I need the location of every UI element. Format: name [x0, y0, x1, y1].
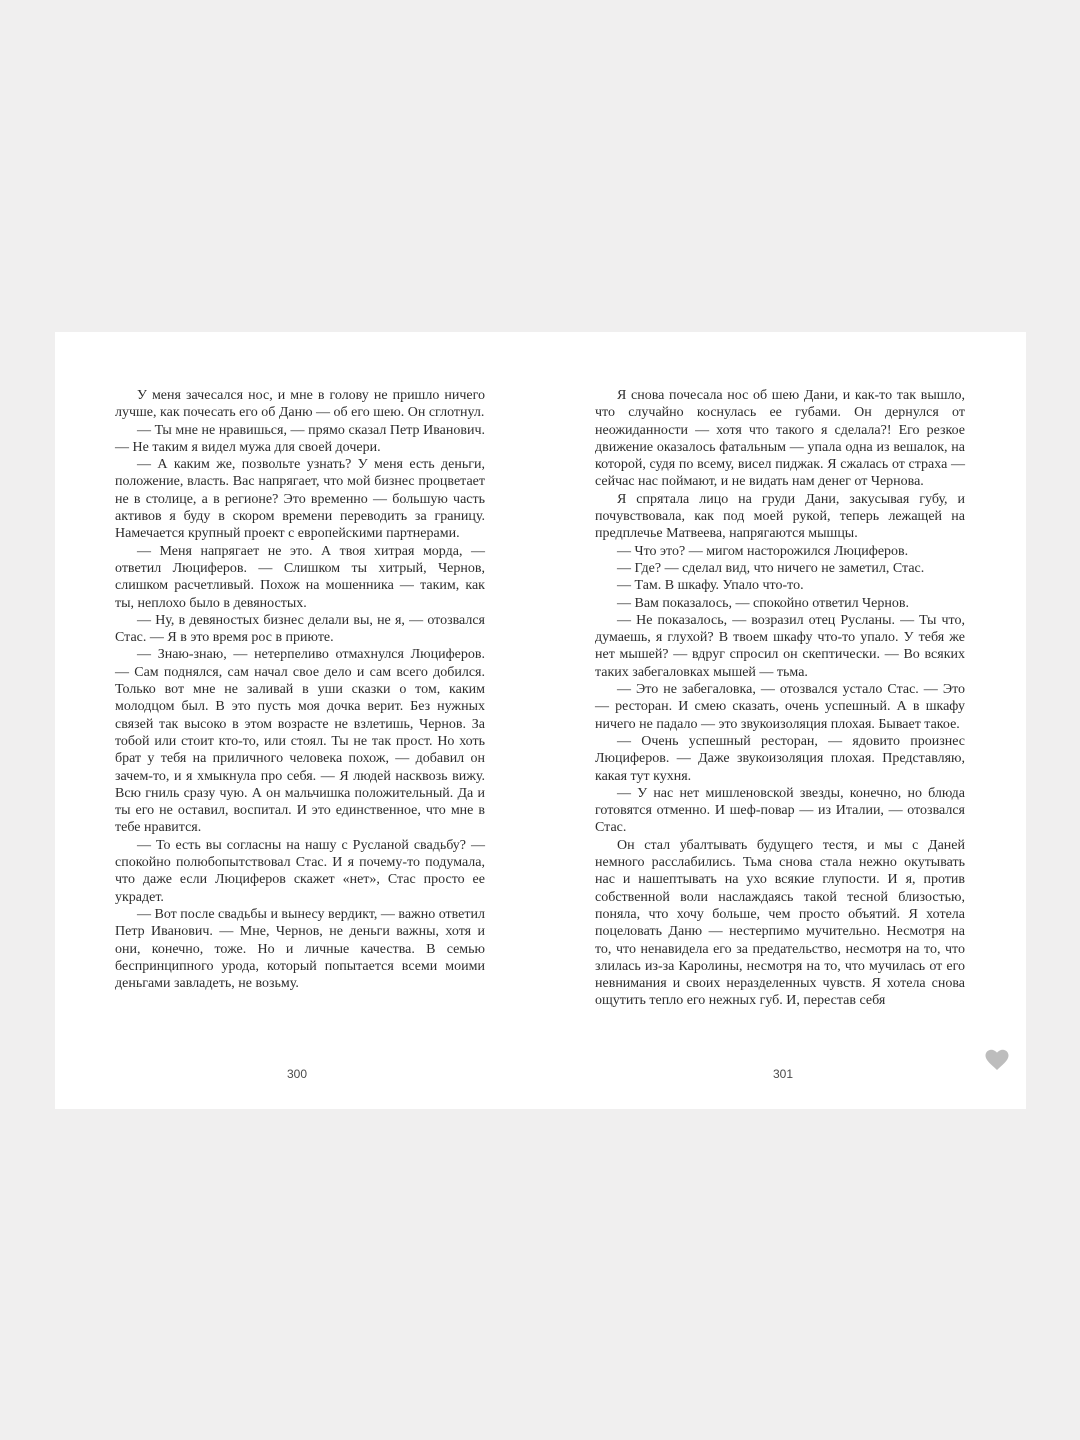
paragraph: — Где? — сделал вид, что ничего не заметил, Стас.	[617, 560, 925, 576]
paragraph: — Не показалось, — возразил отец Русланы. — Ты что, думаешь, я глухой? В твоем шкафу что-то упало. У тебя же нет мышей? — вдруг спросил он скептически. — Во всяких таких забегаловках мышей — тьма.	[595, 612, 965, 680]
paragraph: Я спрятала лицо на груди Дани, закусывая губу, и почувствовала, как под моей рукой, теперь лежащей на предплечье Матвеева, напрягаются мышцы.	[595, 491, 965, 542]
paragraph: — Ну, в девяностых бизнес делали вы, не я, — отозвался Стас. — Я в это время рос в приюте.	[115, 612, 485, 646]
paragraph: — Ты мне не нравишься, — прямо сказал Петр Иванович. — Не таким я видел мужа для своей дочери.	[115, 422, 485, 455]
paragraph: — Вот после свадьбы и вынесу вердикт, — важно ответил Петр Иванович. — Мне, Чернов, не деньги важны, хотя и они, конечно, тоже. Но и личные качества. В семью беспринципного урода, который попытается всеми моими деньгами завладеть, не возьму.	[115, 906, 485, 992]
right-page-text	[595, 387, 965, 1010]
paragraph: — То есть вы согласны на нашу с Русланой свадьбу? — спокойно полюбопытствовал Стас. И я почему-то подумала, что даже если Люциферов скажет «нет», Стас просто ее украдет.	[115, 837, 485, 905]
paragraph: — А каким же, позвольте узнать? У меня есть деньги, положение, власть. Вас напрягает, что мой бизнес процветает не в столице, а в регионе? Это временно — большую часть активов я буду в скором времени переводить за границу. Намечается крупный проект с европейскими партнерами.	[115, 457, 485, 542]
heart-icon	[985, 1049, 1009, 1071]
paragraph: Я снова почесала нос об шею Дани, и как-то так вышло, что случайно коснулась ее губами. Он дернулся от неожиданности — хотя что такого я сделала?! Его резкое движение оказалось фатальным — упала одна из вешалок, на которой, судя по всему, висел пиджак. Я сжалась от страха — сейчас нас поймают, и не видать нам денег от Чернова.	[595, 388, 965, 490]
paragraph: — Там. В шкафу. Упало что-то.	[617, 578, 804, 594]
paragraph: Он стал убалтывать будущего тестя, и мы с Даней немного расслабились. Тьма снова стала нежно окутывать нас и нашептывать на ухо всякие глупости. И я, против собственной воли наслаждаясь такой тесной близостью, поняла, что хочу больше, чем просто объятий. Я хотела поцеловать Даню — нестерпимо мучительно. Несмотря на то, что ненавидела его за предательство, несмотря на то, что злилась из-за Каролины, несмотря на то, что мучилась от его невнимания и своих неразделенных чувств. Я хотела снова ощутить тепло его нежных губ. И, перестав себя	[595, 837, 965, 1009]
book-spread	[55, 332, 1026, 1109]
left-page-text	[115, 387, 485, 992]
paragraph: — Вам показалось, — спокойно ответил Чернов.	[617, 595, 909, 611]
paragraph: — Что это? — мигом насторожился Люциферов.	[617, 543, 909, 559]
paragraph: — Очень успешный ресторан, — ядовито произнес Люциферов. — Даже звукоизоляция плохая. Представляю, какая тут кухня.	[595, 733, 965, 784]
right-page-number: 301	[772, 1067, 794, 1081]
left-page-number: 300	[286, 1067, 308, 1081]
paragraph: — Это не забегаловка, — отозвался устало Стас. — Это — ресторан. И смею сказать, очень успешный. А в шкафу ничего не падало — это звукоизоляция плохая. Бывает такое.	[595, 682, 965, 732]
paragraph: — У нас нет мишленовской звезды, конечно, но блюда готовятся отменно. И шеф-повар — из Италии, — отозвался Стас.	[595, 785, 965, 836]
paragraph: — Знаю-знаю, — нетерпеливо отмахнулся Люциферов. — Сам поднялся, сам начал свое дело и сам всего добился. Только вот мне не заливай в уши сказки о том, каким молодцом был. В это пусть моя дочка верит. Без нужных связей так высоко в этом возрасте не взлетишь, Чернов. За тобой или стоит кто-то, или стоял. Ты не так прост. Но хоть брат у тебя на приличного человека похож, — добавил он зачем-то, и я хмыкнула про себя. — Я людей насквозь вижу. Всю гниль сразу чую. А он мальчишка положительный. Да и ты его не оставил, воспитал. И это единственное, что мне в тебе нравится.	[115, 647, 485, 836]
paragraph: — Меня напрягает не это. А твоя хитрая морда, — ответил Люциферов. — Слишком ты хитрый, Чернов, слишком расчетливый. Похож на мошенника — таким, как ты, неплохо было в девяностых.	[115, 543, 485, 611]
paragraph: У меня зачесался нос, и мне в голову не пришло ничего лучше, как почесать его об Даню — об его шею. Он сглотнул.	[115, 388, 485, 421]
